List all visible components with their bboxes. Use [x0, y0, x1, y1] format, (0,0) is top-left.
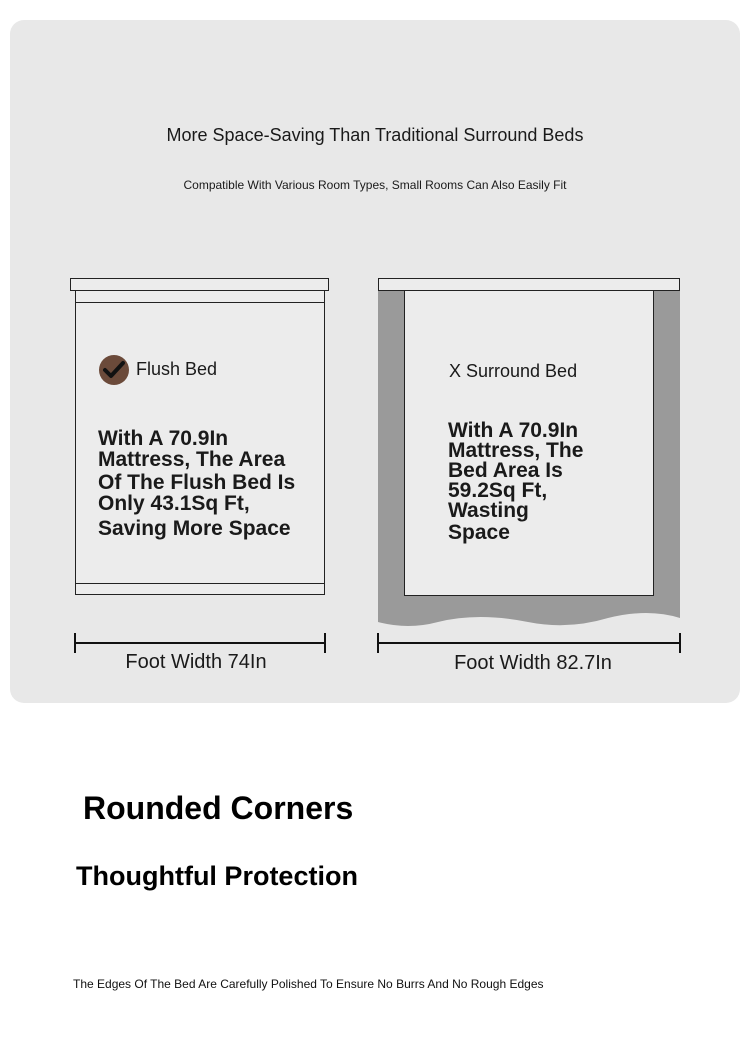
flush-dimension-line [74, 642, 326, 644]
surround-dimension-tick-right [679, 633, 681, 653]
flush-bed-foot-rail [75, 583, 325, 595]
flush-foot-width: Foot Width 74In [125, 651, 267, 673]
surround-bed-description-line: Mattress, The [448, 439, 584, 462]
surround-bed-description-line: Bed Area Is [448, 459, 563, 482]
flush-bed-description-line: Saving More Space [98, 517, 291, 540]
surround-bed-description-line: With A 70.9In [448, 419, 579, 442]
surround-foot-width: Foot Width 82.7In [454, 652, 612, 674]
feature-subtitle: Thoughtful Protection [76, 861, 358, 891]
check-icon [99, 355, 129, 385]
surround-bed-label: X Surround Bed [449, 361, 578, 381]
section-heading: More Space-Saving Than Traditional Surround Beds [166, 125, 584, 145]
surround-bed-description-line: 59.2Sq Ft, [448, 479, 548, 502]
surround-bed-description-line: Wasting [448, 499, 529, 522]
feature-description: The Edges Of The Bed Are Carefully Polished To Ensure No Burrs And No Rough Edges [73, 977, 544, 991]
flush-bed-description-line: Only 43.1Sq Ft, [98, 492, 250, 515]
surround-bed-description [448, 421, 648, 543]
flush-bed-description-line: Mattress, The Area [98, 448, 286, 471]
flush-bed-description-line: Of The Flush Bed Is [98, 471, 296, 494]
surround-dimension-line [377, 642, 681, 644]
surround-bed-description-line: Space [448, 521, 510, 544]
section-subheading: Compatible With Various Room Types, Small Rooms Can Also Easily Fit [183, 178, 567, 192]
feature-title: Rounded Corners [83, 790, 354, 826]
flush-dimension-tick-right [324, 633, 326, 653]
flush-bed-description [98, 428, 318, 539]
flush-bed-description-line: With A 70.9In [98, 427, 229, 450]
flush-bed-label: Flush Bed [136, 359, 218, 379]
